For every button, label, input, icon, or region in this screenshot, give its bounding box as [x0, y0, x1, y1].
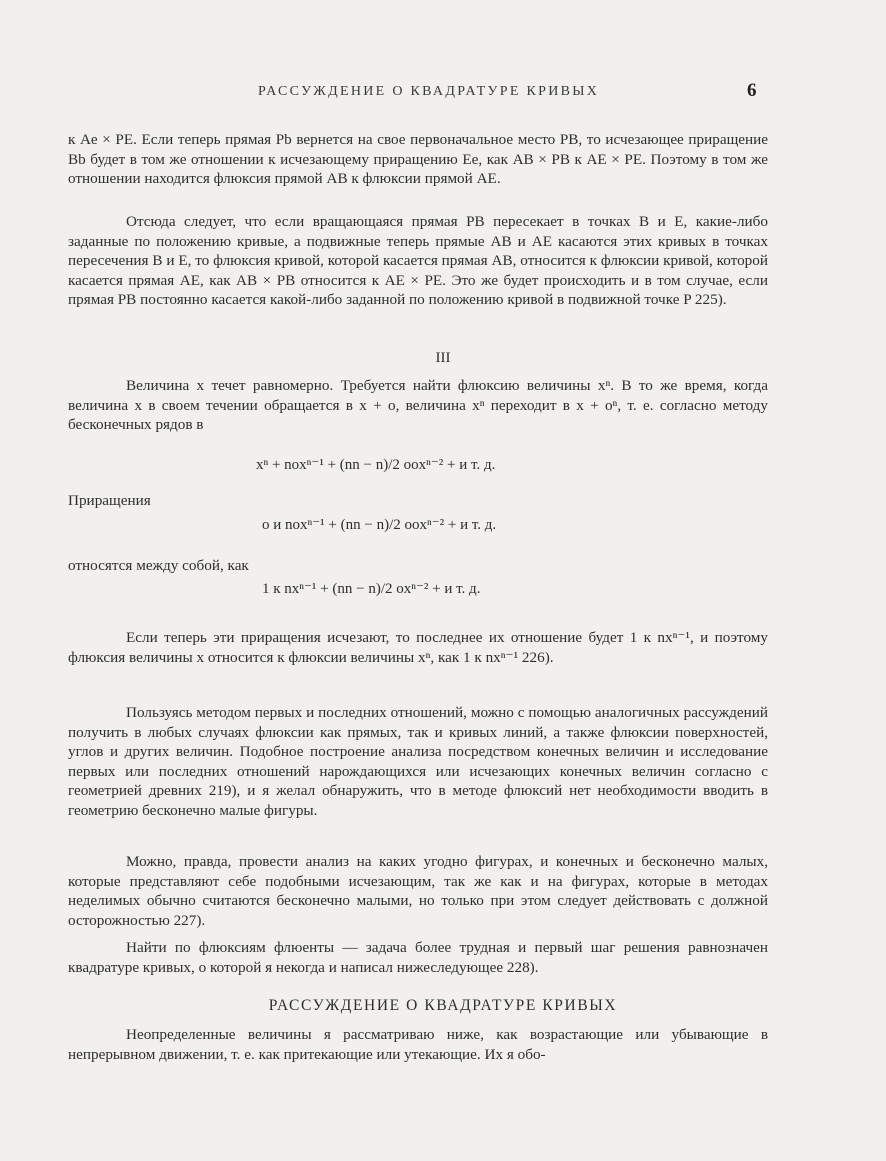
section-number: III [435, 350, 451, 366]
paragraph-text: Можно, правда, провести анализ на каких угодно фигурах, и конечных и бесконечно малых, которые представляют себе подобными исчезающим, так же как и на фигурах, которые в методах неделимых обычно считаются бесконечно малыми, но только при этом следует действовать с должной осторожностью 227). [68, 853, 768, 929]
formula: 1 к nxⁿ⁻¹ + (nn − n)/2 oxⁿ⁻² + и т. д. [262, 581, 481, 597]
running-header [0, 80, 886, 104]
paragraph [68, 212, 768, 310]
section-heading: РАССУЖДЕНИЕ О КВАДРАТУРЕ КРИВЫХ [268, 997, 618, 1014]
text-label: относятся между собой, как [68, 557, 249, 574]
formula: xⁿ + noxⁿ⁻¹ + (nn − n)/2 ooxⁿ⁻² + и т. д. [256, 457, 496, 473]
paragraph [68, 938, 768, 977]
paragraph [68, 852, 768, 930]
page-number: 6 [747, 80, 757, 101]
paragraph-text: Пользуясь методом первых и последних отношений, можно с помощью аналогичных рассуждений получить в любых случаях флюксии как прямых, так и кривых линий, а также флюксии поверхностей, углов и других величин. Подобное построение анализа посредством конечных величин и исследование первых или последних отношений нарождающихся или исчезающих конечных величин согласно с геометрией древних 219), и я желал обнаружить, что в методе флюксий нет необходимости вводить в геометрию бесконечно малые фигуры. [68, 704, 768, 819]
paragraph-text: к Ae × PE. Если теперь прямая Pb вернется на свое первоначальное место PB, то исчезающее приращение Bb будет в том же отношении к исчезающему приращению Ee, как AB × PB к AE × PE. Поэтому в том же отношении находится флюксия прямой AB к флюксии прямой AE. [68, 131, 768, 187]
running-title: РАССУЖДЕНИЕ О КВАДРАТУРЕ КРИВЫХ [258, 84, 600, 99]
formula: o и noxⁿ⁻¹ + (nn − n)/2 ooxⁿ⁻² + и т. д. [262, 517, 497, 533]
paragraph-text: Отсюда следует, что если вращающаяся прямая PB пересекает в точках B и E, какие-либо заданные по положению кривые, а подвижные теперь прямые AB и AE касаются этих кривых в точках пересечения B и E, то флюксия кривой, которой касается прямая AB, относится к флюксии кривой, которой касается прямая AE, как AB × PB относится к AE × PE. Это же будет происходить и в том случае, если прямая PB постоянно касается какой-либо заданной по положению кривой в подвижной точке P 225). [68, 213, 768, 308]
paragraph [68, 1025, 768, 1064]
paragraph-text: Неопределенные величины я рассматриваю ниже, как возрастающие или убывающие в непрерывном движении, т. е. как притекающие или утекающие. Их я обо- [68, 1026, 768, 1063]
paragraph [68, 628, 768, 667]
paragraph [68, 130, 768, 189]
paragraph-text: Величина x течет равномерно. Требуется найти флюксию величины xⁿ. В то же время, когда величина x в своем течении обращается в x + o, величина xⁿ переходит в x + oⁿ, т. е. согласно методу бесконечных рядов в [68, 377, 768, 433]
text-label: Приращения [68, 492, 151, 509]
paragraph [68, 703, 768, 820]
paragraph-text: Если теперь эти приращения исчезают, то последнее их отношение будет 1 к nxⁿ⁻¹, и поэтому флюксия величины x относится к флюксии величины xⁿ, как 1 к nxⁿ⁻¹ 226). [68, 629, 768, 666]
paragraph-text: Найти по флюксиям флюенты — задача более трудная и первый шаг решения равнозначен квадратуре кривых, о которой я некогда и написал нижеследующее 228). [68, 939, 768, 976]
paragraph [68, 376, 768, 435]
